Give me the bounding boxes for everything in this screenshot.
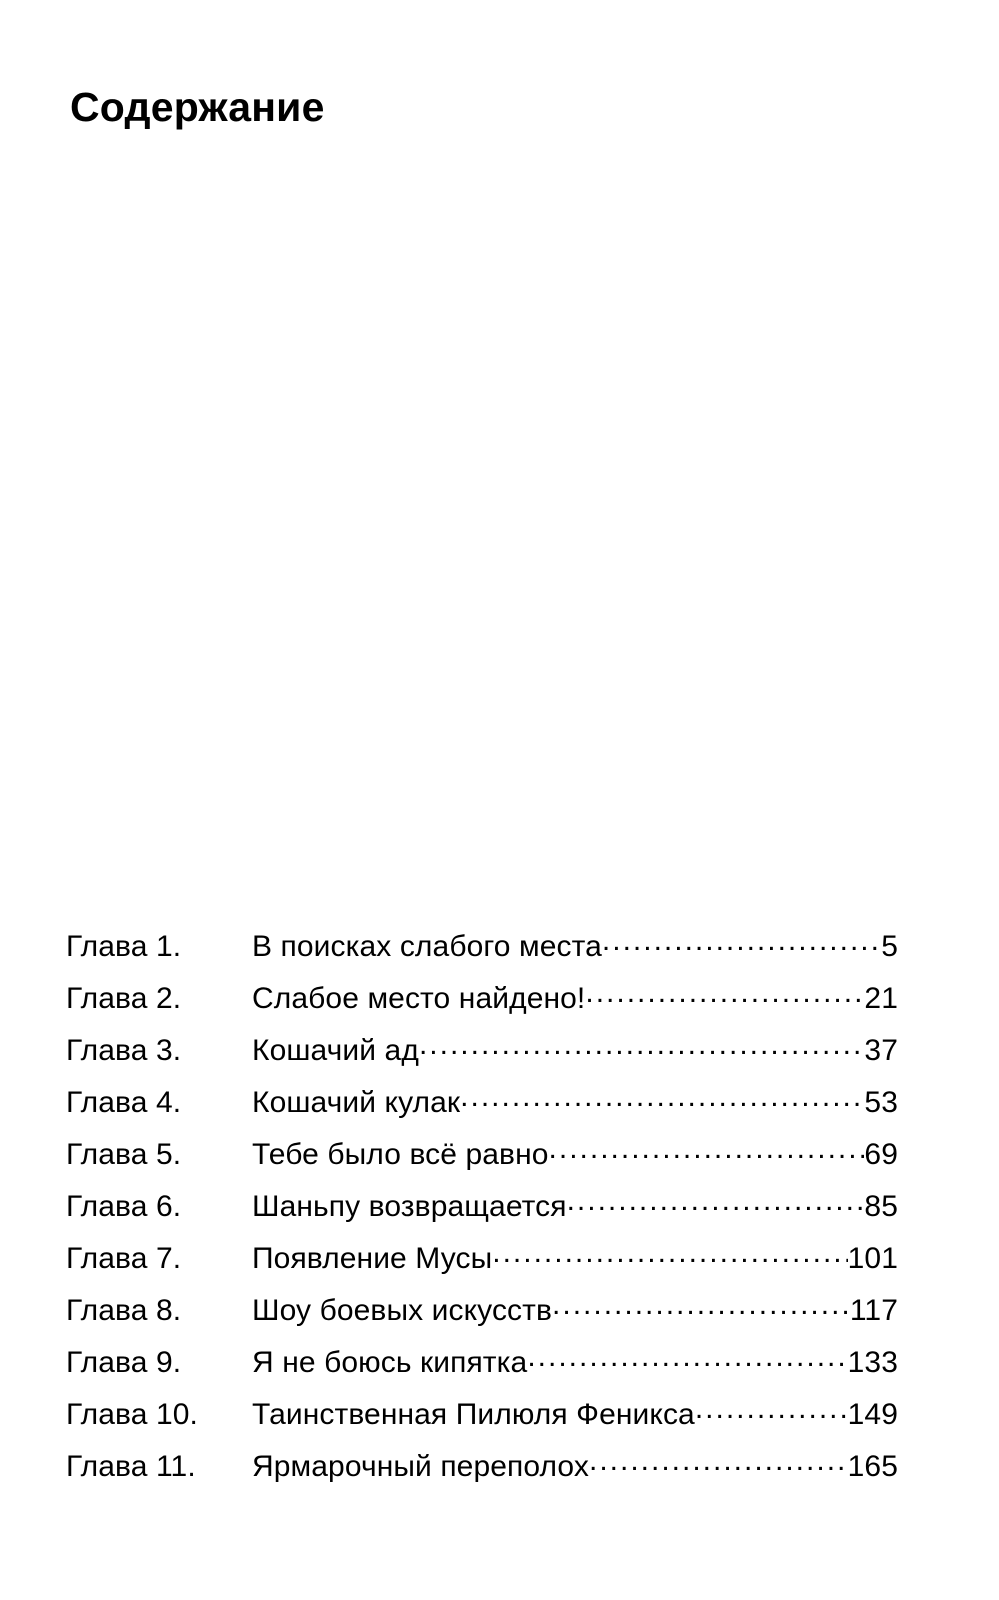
- chapter-title: Ярмарочный переполох: [252, 1450, 589, 1483]
- chapter-label: Глава 8.: [66, 1294, 182, 1327]
- chapter-title: Я не боюсь кипятка: [252, 1346, 528, 1379]
- page-title: Содержание: [70, 84, 325, 131]
- chapter-label: Глава 6.: [66, 1190, 182, 1223]
- chapter-label: Глава 2.: [66, 982, 182, 1015]
- chapter-title: Таинственная Пилюля Феникса: [252, 1398, 695, 1431]
- chapter-label: Глава 5.: [66, 1138, 182, 1171]
- dot-leader: [567, 1186, 865, 1216]
- toc-entry[interactable]: [66, 1337, 898, 1389]
- toc-entry[interactable]: [66, 973, 898, 1025]
- dot-leader: [460, 1082, 864, 1112]
- page-number: 85: [864, 1190, 898, 1223]
- page-number: 53: [864, 1086, 898, 1119]
- toc-entry[interactable]: [66, 1025, 898, 1077]
- dot-leader: [589, 1446, 848, 1476]
- toc-entry[interactable]: [66, 1285, 898, 1337]
- chapter-title: Кошачий кулак: [252, 1086, 461, 1119]
- toc-entry[interactable]: [66, 1233, 898, 1285]
- dot-leader: [585, 978, 864, 1008]
- dot-leader: [602, 926, 881, 956]
- toc-entry[interactable]: [66, 1181, 898, 1233]
- toc-entry[interactable]: [66, 1389, 898, 1441]
- page-number: 5: [881, 930, 898, 963]
- chapter-title: Появление Мусы: [252, 1242, 493, 1275]
- page-number: 149: [847, 1398, 898, 1431]
- page-number: 165: [847, 1450, 898, 1483]
- dot-leader: [527, 1342, 847, 1372]
- toc-entry[interactable]: [66, 921, 898, 973]
- chapter-title: Кошачий ад: [252, 1034, 419, 1067]
- chapter-label: Глава 1.: [66, 930, 182, 963]
- page-number: 101: [847, 1242, 898, 1275]
- chapter-title: Слабое место найдено!: [252, 982, 586, 1015]
- toc-entry[interactable]: [66, 1129, 898, 1181]
- page-number: 69: [864, 1138, 898, 1171]
- page-number: 21: [864, 982, 898, 1015]
- chapter-title: Шаньпу возвращается: [252, 1190, 567, 1223]
- dot-leader: [419, 1030, 864, 1060]
- page-number: 133: [847, 1346, 898, 1379]
- chapter-title: Тебе было всё равно: [252, 1138, 549, 1171]
- page-number: 117: [849, 1294, 898, 1327]
- chapter-label: Глава 10.: [66, 1398, 198, 1431]
- dot-leader: [492, 1238, 847, 1268]
- chapter-label: Глава 4.: [66, 1086, 182, 1119]
- toc-entry[interactable]: [66, 1077, 898, 1129]
- chapter-title: Шоу боевых искусств: [252, 1294, 553, 1327]
- page-number: 37: [864, 1034, 898, 1067]
- chapter-title: В поисках слабого места: [252, 930, 602, 963]
- chapter-label: Глава 9.: [66, 1346, 182, 1379]
- chapter-label: Глава 11.: [66, 1450, 196, 1483]
- chapter-label: Глава 3.: [66, 1034, 182, 1067]
- dot-leader: [552, 1290, 850, 1320]
- toc-entry[interactable]: [66, 1441, 898, 1493]
- dot-leader: [549, 1134, 865, 1164]
- chapter-label: Глава 7.: [66, 1242, 182, 1275]
- dot-leader: [695, 1394, 848, 1424]
- table-of-contents: [66, 921, 898, 1493]
